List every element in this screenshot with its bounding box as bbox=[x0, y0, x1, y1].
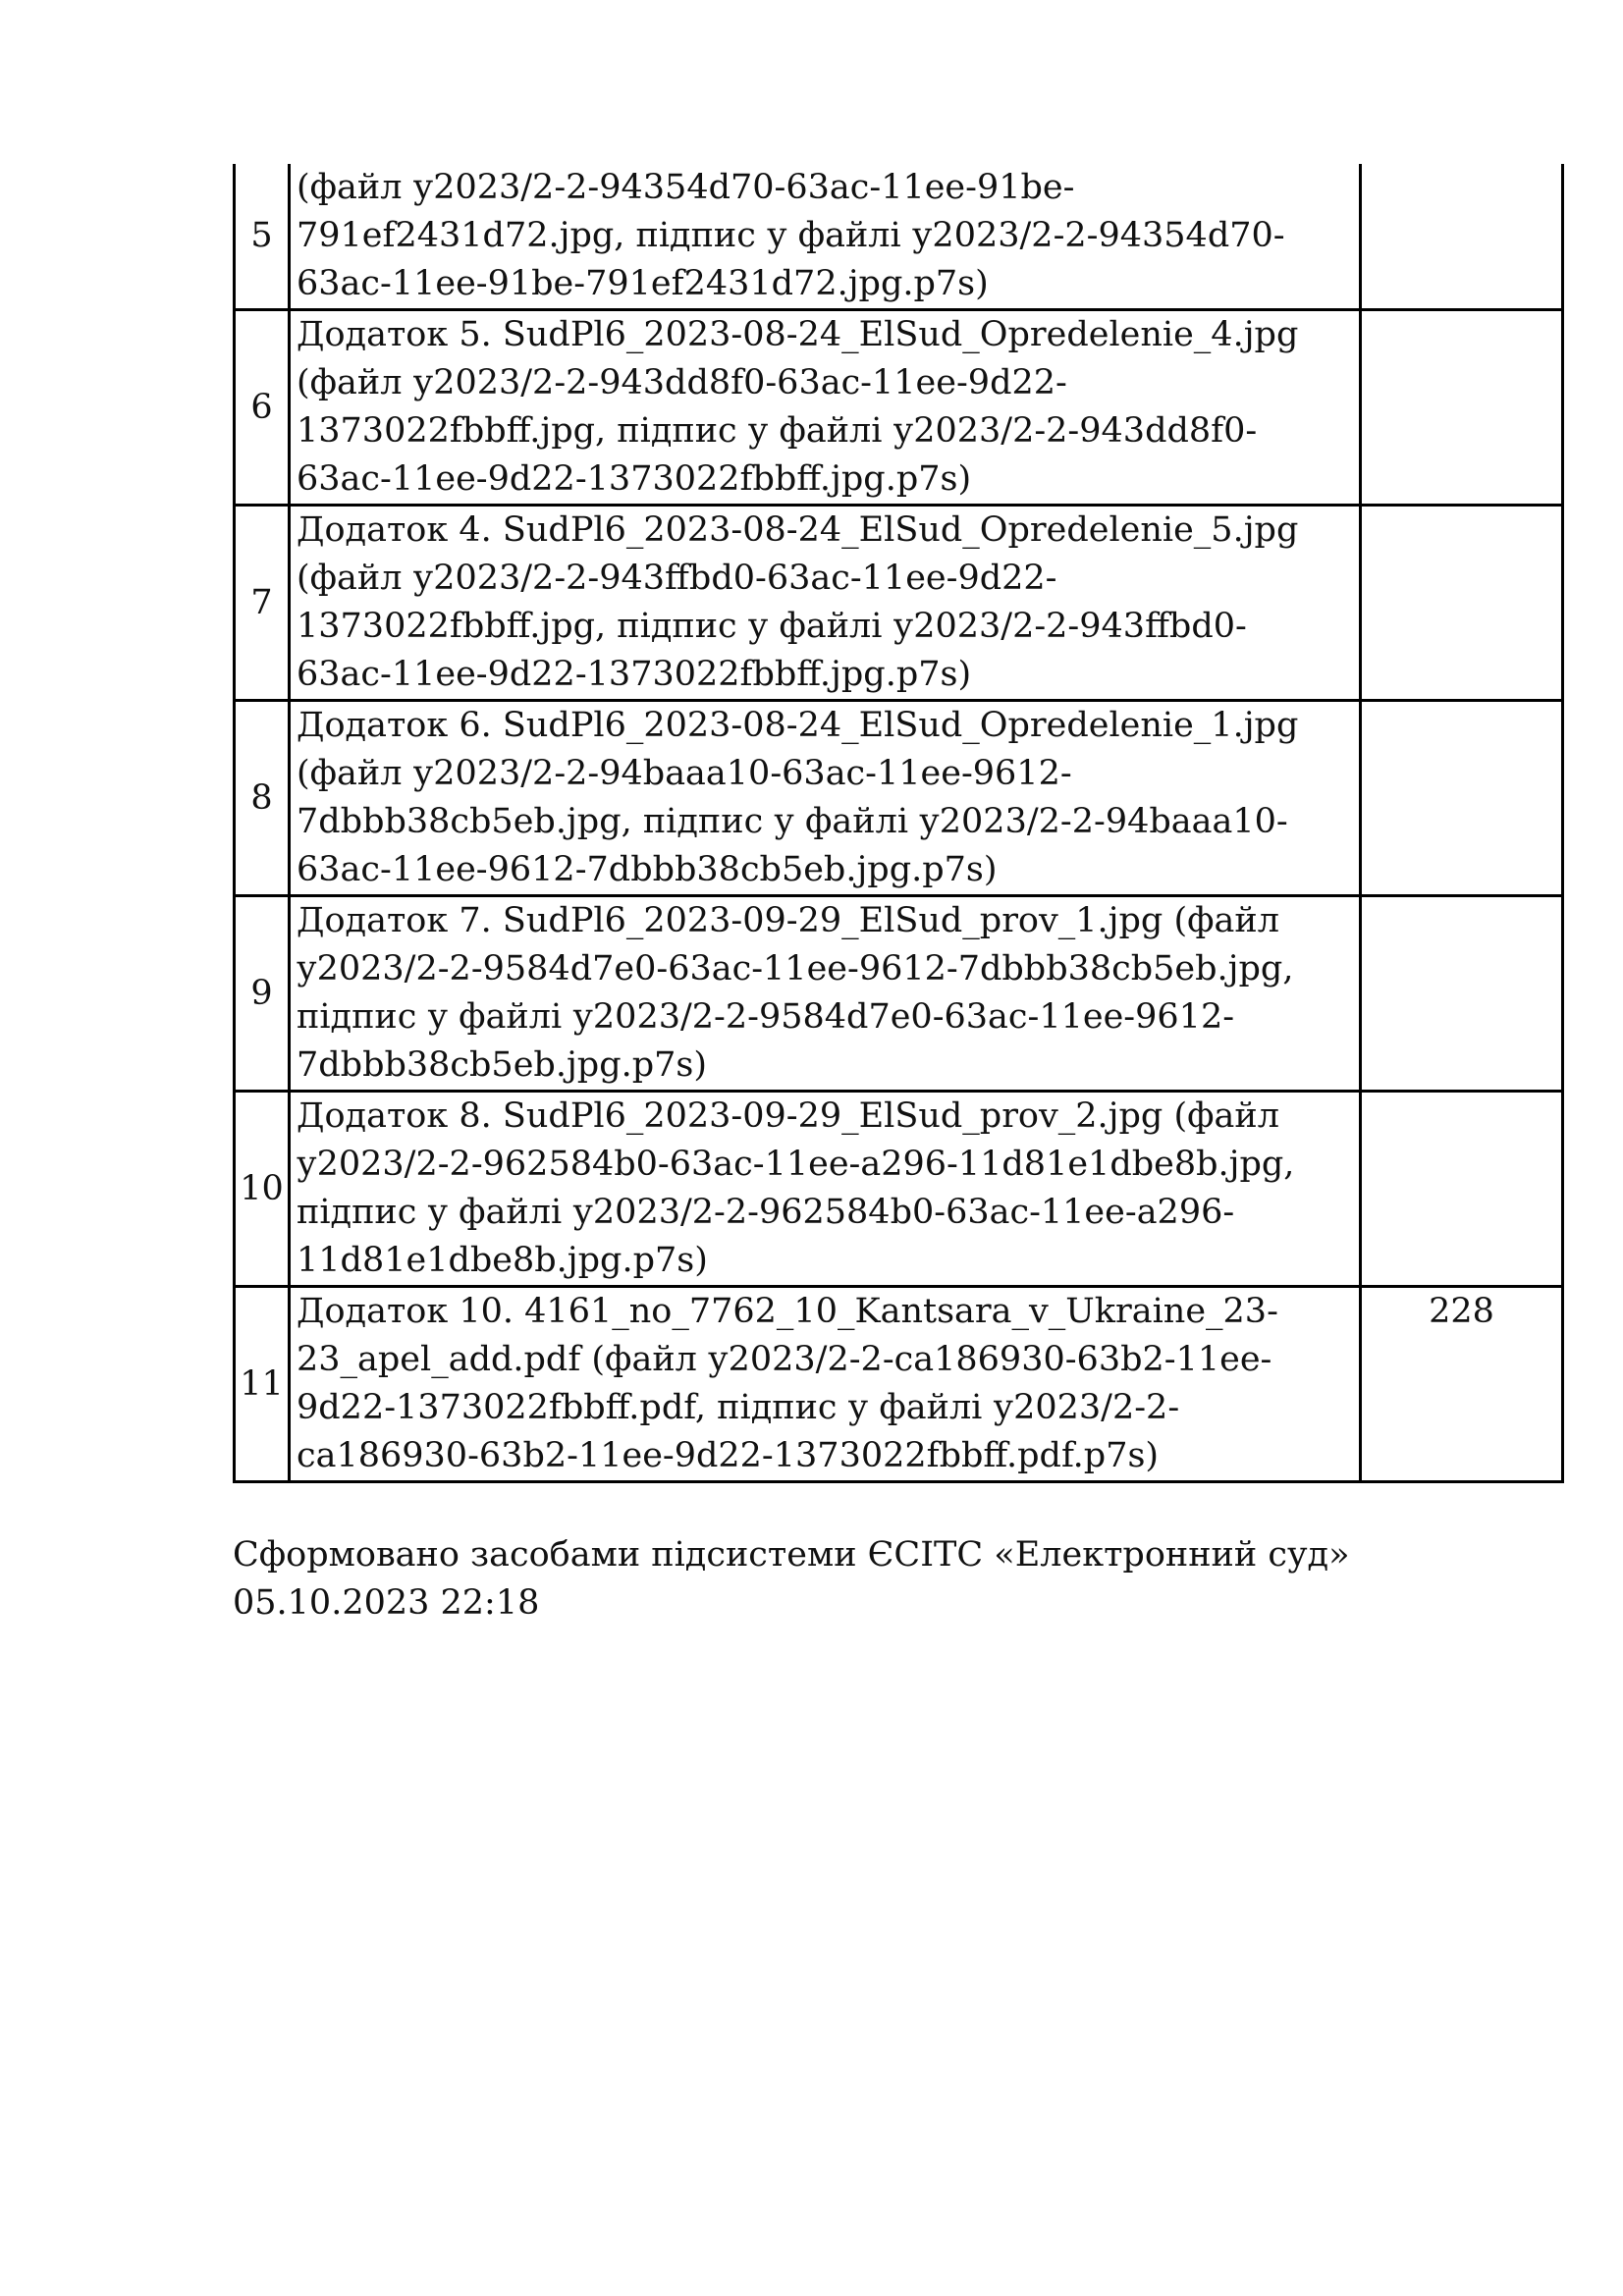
attachment-description-line: 1373022fbbff.jpg, підпис у файлі у2023/2-2-943dd8f0- bbox=[297, 411, 1258, 451]
attachment-description-line: (файл у2023/2-2-943ffbd0-63ac-11ee-9d22- bbox=[297, 559, 1057, 598]
row-number: 10 bbox=[235, 1092, 290, 1287]
attachments-table-body bbox=[235, 164, 1563, 1482]
attachment-description-line: (файл у2023/2-2-94354d70-63ac-11ee-91be- bbox=[297, 168, 1075, 207]
row-number: 5 bbox=[235, 164, 290, 310]
attachment-description-line: Додаток 7. SudPl6_2023-09-29_ElSud_prov_1.jpg (файл bbox=[297, 901, 1279, 940]
attachment-description-line: Додаток 10. 4161_no_7762_10_Kantsara_v_Ukraine_23- bbox=[297, 1292, 1278, 1331]
document-footer bbox=[233, 1531, 1350, 1628]
attachment-description-line: 11d81e1dbe8b.jpg.p7s) bbox=[297, 1241, 708, 1280]
table-row bbox=[235, 310, 1563, 506]
attachment-description-line: 63ac-11ee-9d22-1373022fbbff.jpg.p7s) bbox=[297, 459, 972, 499]
table-row bbox=[235, 701, 1563, 896]
attachment-description bbox=[290, 896, 1361, 1092]
attachment-description-line: (файл у2023/2-2-94baaa10-63ac-11ee-9612- bbox=[297, 754, 1072, 793]
page-count bbox=[1361, 1092, 1563, 1287]
attachment-description-line: 7dbbb38cb5eb.jpg.p7s) bbox=[297, 1045, 708, 1085]
generated-timestamp: 05.10.2023 22:18 bbox=[233, 1583, 540, 1623]
attachment-description bbox=[290, 164, 1361, 310]
attachment-description-line: Додаток 6. SudPl6_2023-08-24_ElSud_Opredelenie_1.jpg bbox=[297, 706, 1299, 745]
row-number: 9 bbox=[235, 896, 290, 1092]
attachments-table bbox=[233, 164, 1564, 1483]
page-count bbox=[1361, 164, 1563, 310]
page-count bbox=[1361, 701, 1563, 896]
attachment-description-line: Додаток 8. SudPl6_2023-09-29_ElSud_prov_2.jpg (файл bbox=[297, 1096, 1279, 1136]
attachment-description-line: Додаток 4. SudPl6_2023-08-24_ElSud_Opredelenie_5.jpg bbox=[297, 510, 1299, 550]
attachment-description-line: ca186930-63b2-11ee-9d22-1373022fbbff.pdf.p7s) bbox=[297, 1436, 1160, 1475]
attachment-description-line: 63ac-11ee-9612-7dbbb38cb5eb.jpg.p7s) bbox=[297, 850, 998, 889]
attachment-description-line: Додаток 5. SudPl6_2023-08-24_ElSud_Opredelenie_4.jpg bbox=[297, 315, 1299, 354]
table-row bbox=[235, 896, 1563, 1092]
table-row bbox=[235, 1287, 1563, 1482]
attachment-description bbox=[290, 506, 1361, 701]
table-row bbox=[235, 164, 1563, 310]
attachment-description bbox=[290, 310, 1361, 506]
page-count bbox=[1361, 310, 1563, 506]
page-count: 228 bbox=[1361, 1287, 1563, 1482]
row-number: 6 bbox=[235, 310, 290, 506]
attachment-description-line: 23_apel_add.pdf (файл у2023/2-2-ca186930-63b2-11ee- bbox=[297, 1340, 1272, 1379]
table-row bbox=[235, 1092, 1563, 1287]
attachment-description-line: (файл у2023/2-2-943dd8f0-63ac-11ee-9d22- bbox=[297, 363, 1067, 402]
attachment-description-line: 63ac-11ee-91be-791ef2431d72.jpg.p7s) bbox=[297, 264, 989, 303]
row-number: 8 bbox=[235, 701, 290, 896]
row-number: 7 bbox=[235, 506, 290, 701]
attachment-description bbox=[290, 701, 1361, 896]
row-number: 11 bbox=[235, 1287, 290, 1482]
attachment-description-line: 791ef2431d72.jpg, підпис у файлі у2023/2-2-94354d70- bbox=[297, 216, 1285, 255]
attachment-description-line: підпис у файлі у2023/2-2-962584b0-63ac-11ee-a296- bbox=[297, 1193, 1235, 1232]
attachment-description-line: 1373022fbbff.jpg, підпис у файлі у2023/2-2-943ffbd0- bbox=[297, 607, 1247, 646]
attachment-description-line: підпис у файлі у2023/2-2-9584d7e0-63ac-11ee-9612- bbox=[297, 997, 1235, 1037]
attachment-description-line: 63ac-11ee-9d22-1373022fbbff.jpg.p7s) bbox=[297, 655, 972, 694]
attachment-description-line: 9d22-1373022fbbff.pdf, підпис у файлі у2023/2-2- bbox=[297, 1388, 1180, 1427]
attachment-description-line: у2023/2-2-962584b0-63ac-11ee-a296-11d81e1dbe8b.jpg, bbox=[297, 1145, 1295, 1184]
table-row bbox=[235, 506, 1563, 701]
generated-by-text: Сформовано засобами підсистеми ЄСІТС «Електронний суд» bbox=[233, 1535, 1350, 1575]
page-count bbox=[1361, 506, 1563, 701]
attachment-description-line: у2023/2-2-9584d7e0-63ac-11ee-9612-7dbbb38cb5eb.jpg, bbox=[297, 949, 1294, 988]
attachment-description bbox=[290, 1287, 1361, 1482]
attachment-description bbox=[290, 1092, 1361, 1287]
attachment-description-line: 7dbbb38cb5eb.jpg, підпис у файлі у2023/2-2-94baaa10- bbox=[297, 802, 1288, 841]
page-count bbox=[1361, 896, 1563, 1092]
